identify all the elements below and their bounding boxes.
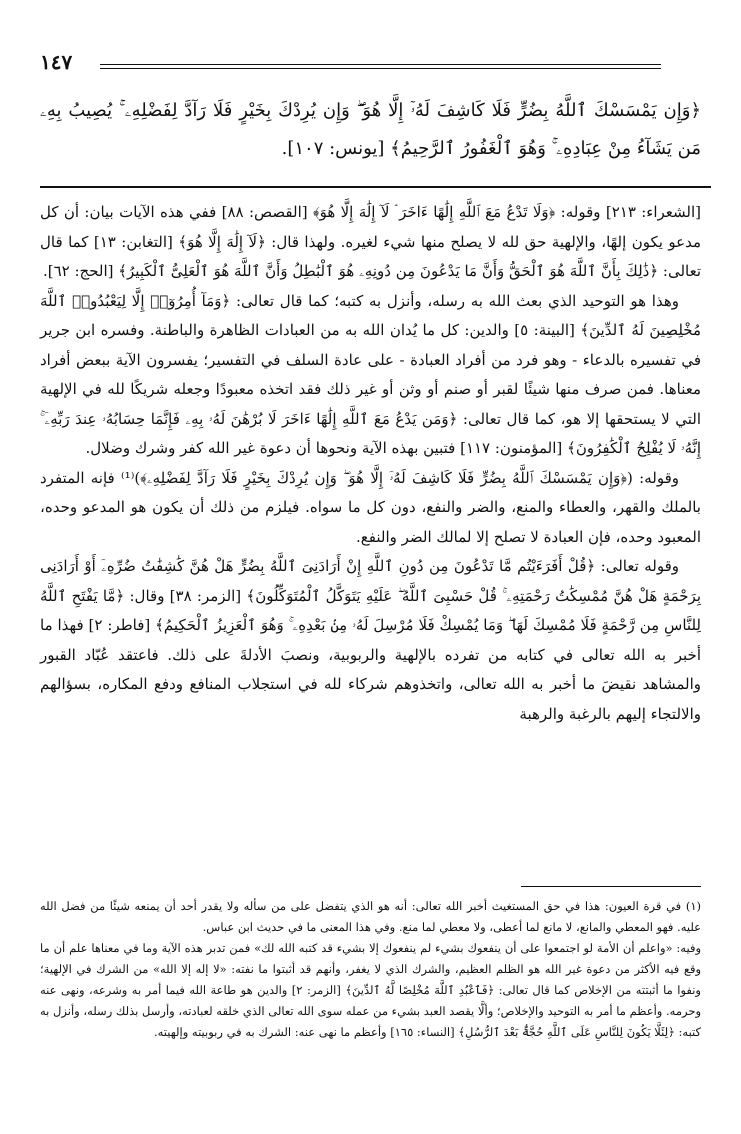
quran-verse-block: ﴿وَإِن يَمْسَسْكَ ٱللَّهُ بِضُرٍّ فَلَا كَاشِفَ لَهُۥٓ إِلَّا هُوَ ۖ وَإِن يُرِدْكَ بِخَيْرٍ فَلَا رَآدَّ لِفَضْلِهِۦ ۚ يُصِيبُ بِهِۦ مَن يَشَآءُ مِنْ عِبَادِهِۦ ۚ وَهُوَ ٱلْغَفُورُ ٱلرَّحِيمُ﴾ [يونس: ١٠٧]. [40, 100, 701, 159]
header-rule-double [100, 68, 661, 69]
paragraph: [الشعراء: ٢١٣] وقوله: ﴿وَلَا تَدْعُ مَعَ ٱللَّهِ إِلَٰهًا ءَاخَرَ ۘ لَآ إِلَٰهَ إِلَّا هُوَ﴾ [القصص: ٨٨] ففي هذه الآيات بيان: أن كل مدعو يكون إلهًا، والإلهية حق لله لا يصلح منها شيء لغيره. ولهذا قال: ﴿لَآ إِلَٰهَ إِلَّا هُوَ﴾ [التغابن: ١٣] كما قال تعالى: ﴿ذَٰلِكَ بِأَنَّ ٱللَّهَ هُوَ ٱلْحَقُّ وَأَنَّ مَا يَدْعُونَ مِن دُونِهِۦ هُوَ ٱلْبَٰطِلُ وَأَنَّ ٱللَّهَ هُوَ ٱلْعَلِىُّ ٱلْكَبِيرُ﴾ [الحج: ٦٢]. [40, 203, 701, 280]
paragraph: وقوله تعالى: ﴿قُلْ أَفَرَءَيْتُم مَّا تَدْعُونَ مِن دُونِ ٱللَّهِ إِنْ أَرَادَنِىَ ٱللَّهُ بِضُرٍّ هَلْ هُنَّ كَٰشِفَٰتُ ضُرِّهِۦٓ أَوْ أَرَادَنِى بِرَحْمَةٍ هَلْ هُنَّ مُمْسِكَٰتُ رَحْمَتِهِۦ ۚ قُلْ حَسْبِىَ ٱللَّهُ ۖ عَلَيْهِ يَتَوَكَّلُ ٱلْمُتَوَكِّلُونَ﴾ [الزمر: ٣٨] وقال: ﴿مَّا يَفْتَحِ ٱللَّهُ لِلنَّاسِ مِن رَّحْمَةٍ فَلَا مُمْسِكَ لَهَا ۖ وَمَا يُمْسِكْ فَلَا مُرْسِلَ لَهُۥ مِنۢ بَعْدِهِۦ ۚ وَهُوَ ٱلْعَزِيزُ ٱلْحَكِيمُ﴾ [فاطر: ٢] فهذا ما أخبر به الله تعالى في كتابه من تفرده بالإلهية والربوبية، ونصبَ الأدلةَ على ذلك. فاعتقد عُبّاد القبور والمشاهد نقيضَ ما أخبر به الله تعالى، واتخذوهم شركاء لله في استجلاب المنافع ودفع المكاره، بسؤالهم والالتجاء إليهم بالرغبة والرهبة [40, 557, 702, 723]
page-header [40, 50, 661, 80]
footnotes [40, 896, 701, 1043]
section-divider [40, 186, 711, 188]
page-number: ١٤٧ [40, 50, 73, 74]
footnote: (١) في قرة العيون: هذا في حق المستغيث أخبر الله تعالى: أنه هو الذي يتفضل على من سأله ولا يقدر أحد أن يمنعه شيئًا من فضل الله عليه. فهو المعطي والمانع، لا مانع لما أعطى، ولا معطي لما منع. وفي هذا المعنى ما في حديث ابن عباس. [40, 899, 701, 934]
footnote-divider [521, 886, 701, 887]
header-rule [100, 64, 661, 65]
paragraph: وقوله: (﴿وَإِن يَمْسَسْكَ ٱللَّهُ بِضُرٍّ فَلَا كَاشِفَ لَهُۥٓ إِلَّا هُوَ ۖ وَإِن يُرِدْكَ بِخَيْرٍ فَلَا رَآدَّ لِفَضْلِهِۦ﴾)⁽¹⁾ فإنه المتفرد بالملك والقهر، والعطاء والمنع، والضر والنفع، دون كل ما سواه. فيلزم من ذلك أن يكون هو المدعو وحده، المعبود وحده، فإن العبادة لا تصلح إلا لمالك الضر والنفع. [40, 468, 701, 546]
paragraph: وهذا هو التوحيد الذي بعث الله به رسله، وأنزل به كتبه؛ كما قال تعالى: ﴿وَمَآ أُمِرُوٓا۟ إِلَّا لِيَعْبُدُوا۟ ٱللَّهَ مُخْلِصِينَ لَهُ ٱلدِّينَ﴾ [البينة: ٥] والدين: كل ما يُدان الله به من العبادات الظاهرة والباطنة. وفسره ابن جرير في تفسيره بالدعاء - وهو فرد من أفراد العبادة - على عادة السلف في التفسير؛ يفسرون الآية ببعض أفراد معناها. فمن صرف منها شيئًا لقبر أو صنم أو وثن أو غير ذلك فقد اتخذه معبودًا وجعله شريكًا لله في الإلهية التي لا يستحقها إلا هو، كما قال تعالى: ﴿وَمَن يَدْعُ مَعَ ٱللَّهِ إِلَٰهًا ءَاخَرَ لَا بُرْهَٰنَ لَهُۥ بِهِۦ فَإِنَّمَا حِسَابُهُۥ عِندَ رَبِّهِۦٓ ۚ إِنَّهُۥ لَا يُفْلِحُ ٱلْكَٰفِرُونَ﴾ [المؤمنون: ١١٧] فتبين بهذه الآية ونحوها أن دعوة غير الله كفر وشرك وضلال. [40, 291, 701, 457]
footnote: وفيه: «واعلم أن الأمة لو اجتمعوا على أن ينفعوك بشيء لم ينفعوك إلا بشيء قد كتبه الله لك» فمن تدبر هذه الآية وما في معناها علم أن ما وقع فيه الأكثر من دعوة غير الله هو الظلم العظيم، والشرك الذي لا يغفر، وأنهم قد أثبتوا ما نفته: «لا إله إلا الله» من الشرك في الإلهية؛ ونفوا ما أثبتته من الإخلاص كما قال تعالى: ﴿فَٱعْبُدِ ٱللَّهَ مُخْلِصًا لَّهُ ٱلدِّينَ﴾ [الزمر: ٢] والدين هو طاعة الله فيما أمر به وشرعه، ونهى عنه وحرمه. وأعظم ما أمر به التوحيد والإخلاص؛ وألَّا يقصد العبد بشيء من عمله سوى الله تعالى الذي خلقه لعبادته، وأرسل بذلك رسله، وأنزل به كتبه: ﴿لِئَلَّا يَكُونَ لِلنَّاسِ عَلَى ٱللَّهِ حُجَّةٌۢ بَعْدَ ٱلرُّسُلِ﴾ [النساء: ١٦٥] وأعظم ما نهى عنه: الشرك به في ربوبيته وإلهيته. [40, 941, 701, 1039]
commentary-text [40, 198, 701, 729]
